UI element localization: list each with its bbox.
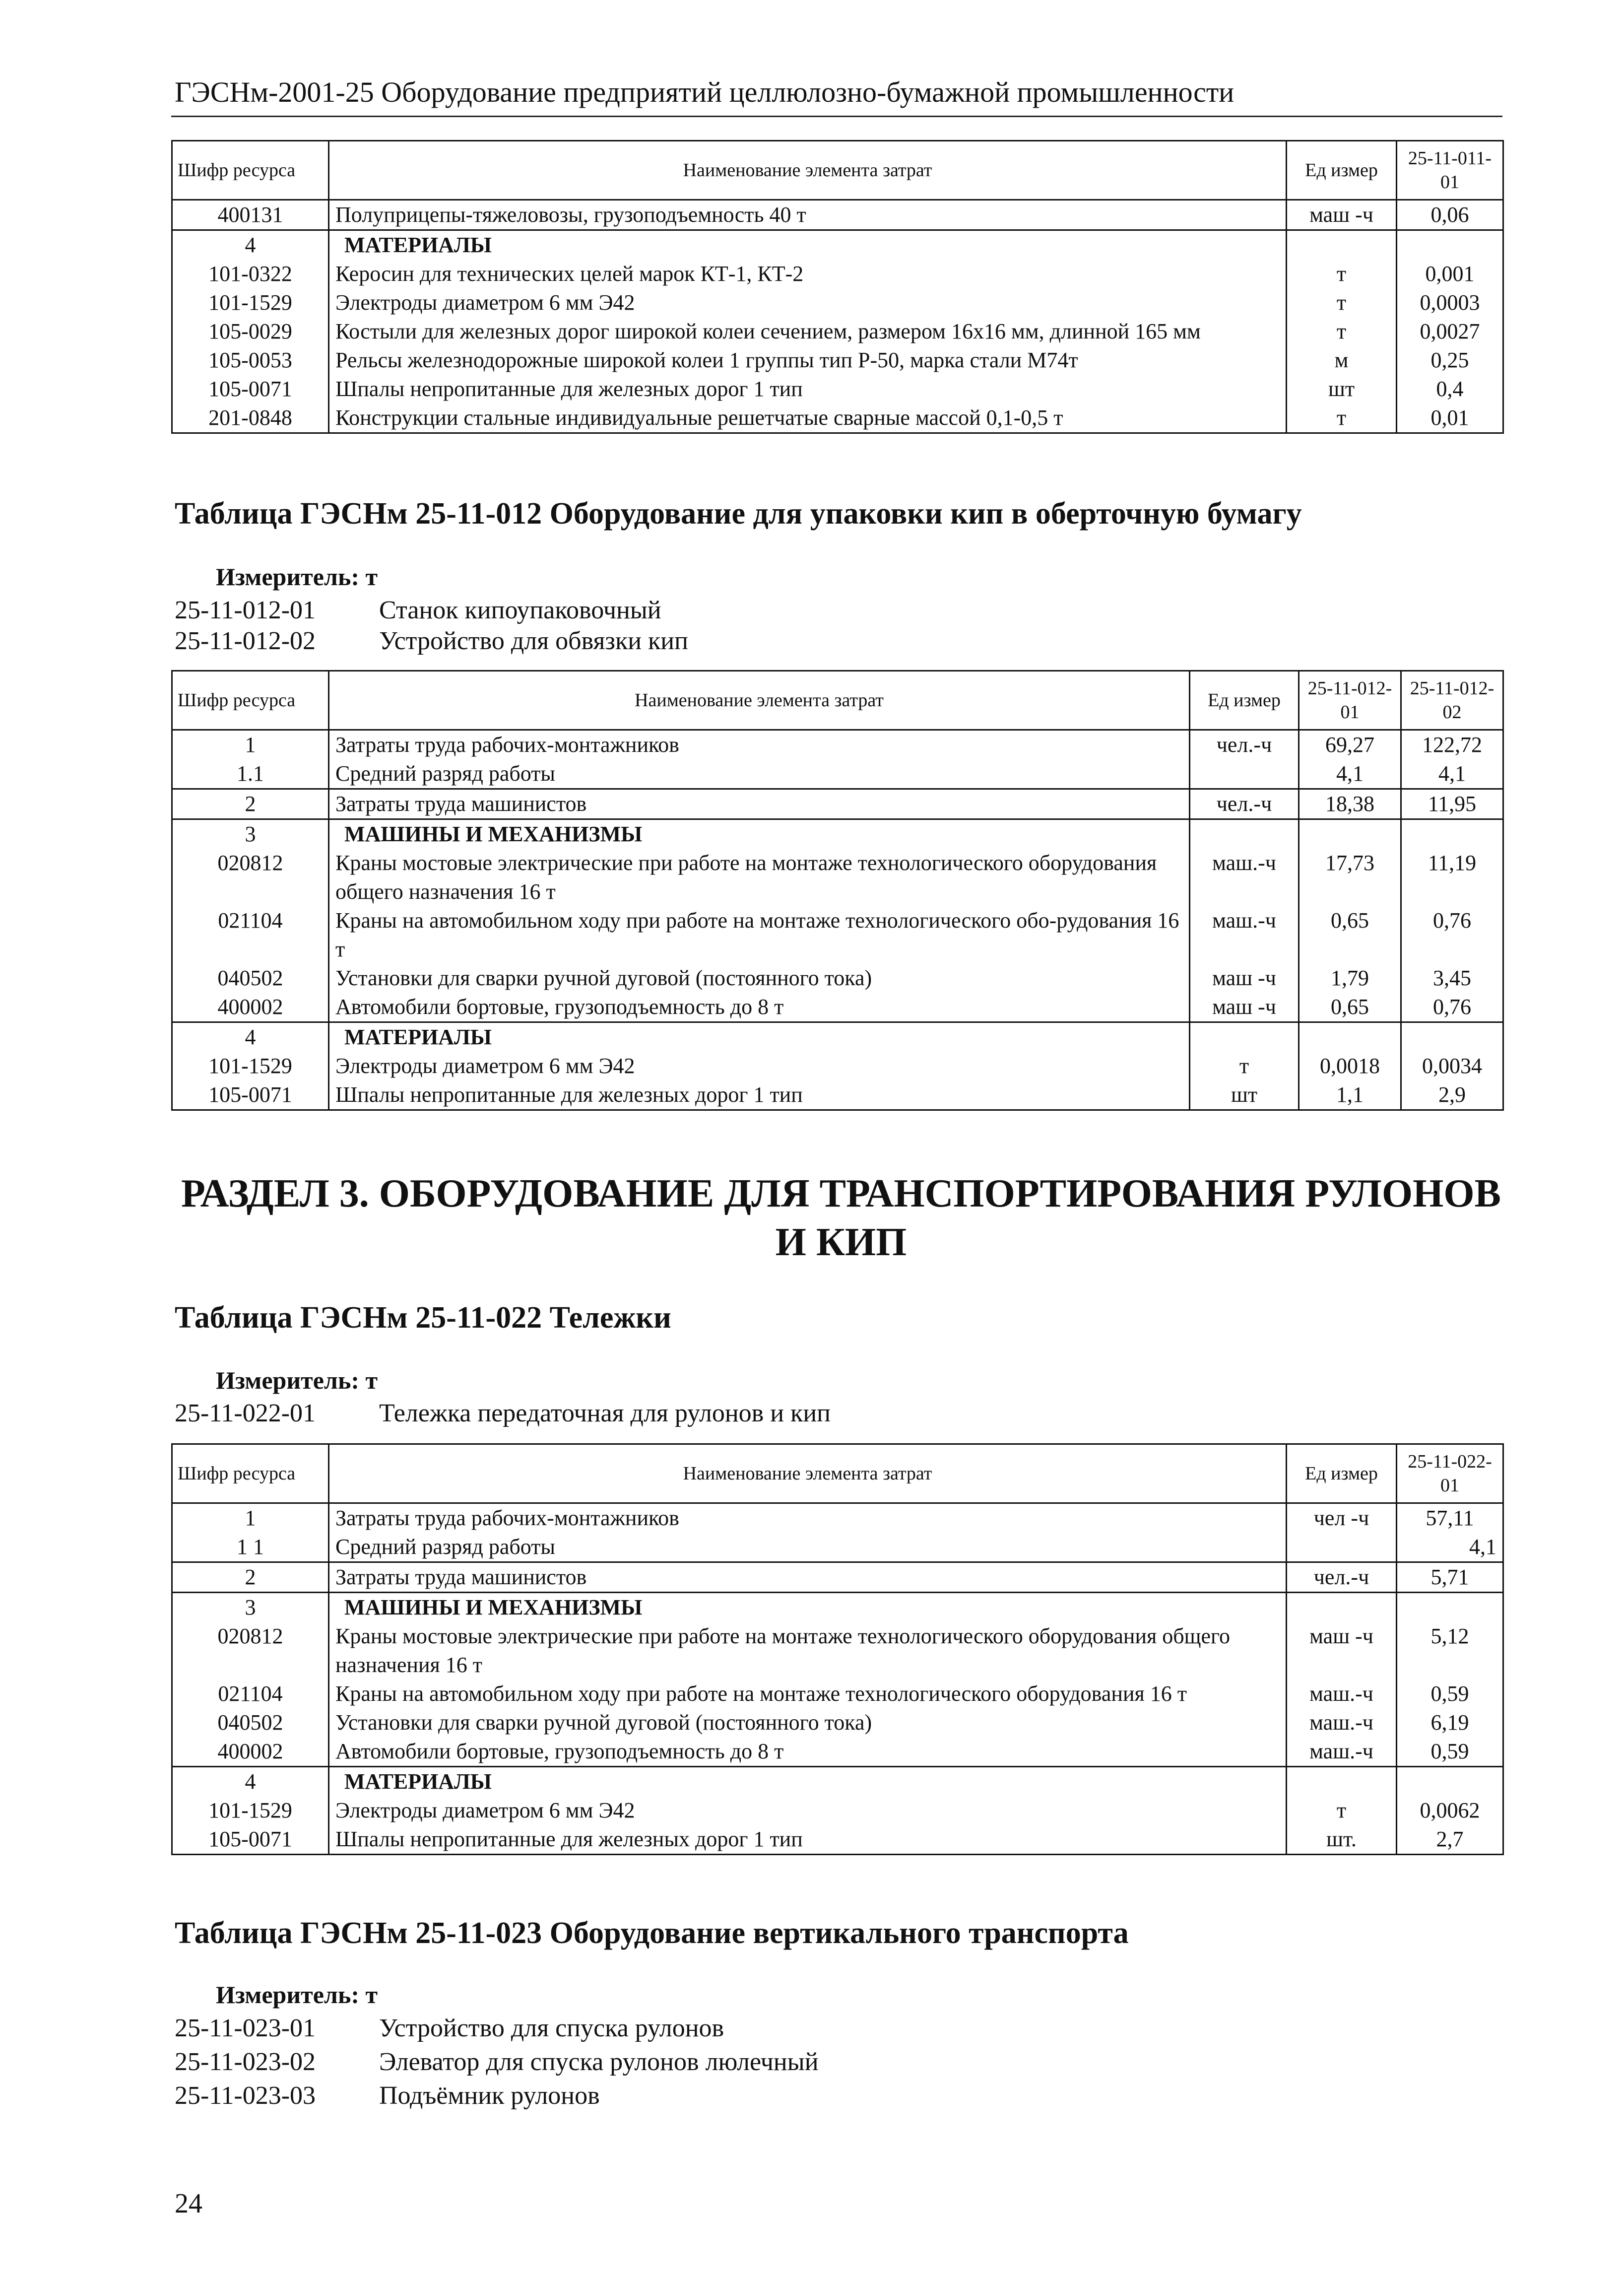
code: 25-11-022-01 — [175, 1399, 316, 1427]
col-value-header: 25-11-011-01 — [1397, 141, 1503, 200]
table-row: 101-1529 Электроды диаметром 6 мм Э42 т 0,0003 — [172, 288, 1503, 317]
code: 25-11-023-02 — [175, 2048, 316, 2076]
table-row: 400002 Автомобили бортовые, грузоподъемность до 8 т маш.-ч 0,59 — [172, 1737, 1503, 1767]
table-row: 020812 Краны мостовые электрические при работе на монтаже технологического оборудования общего назначения 16 т маш.-ч 17,73 11,19 — [172, 849, 1503, 906]
running-header: ГЭСНм-2001-25 Оборудование предприятий целлюлозно-бумажной промышленности — [175, 76, 1234, 108]
measure-line — [216, 1980, 378, 2009]
measure-label: Измеритель: — [216, 563, 360, 591]
table-row: 2 Затраты труда машинистов чел.-ч 5,71 — [172, 1562, 1503, 1593]
table-title-25-11-012: Таблица ГЭСНм 25-11-012 Оборудование для упаковки кип в оберточную бумагу — [175, 497, 1302, 531]
col-value-header: 25-11-012-01 — [1299, 671, 1401, 730]
table-row: 101-1529 Электроды диаметром 6 мм Э42 т 0,0062 — [172, 1796, 1503, 1825]
table-row: 105-0071 Шпалы непропитанные для железных дорог 1 тип шт. 2,7 — [172, 1825, 1503, 1855]
table-row: 040502 Установки для сварки ручной дуговой (постоянного тока) маш.-ч 6,19 — [172, 1708, 1503, 1737]
table-title-25-11-022: Таблица ГЭСНм 25-11-022 Тележки — [175, 1301, 671, 1335]
col-name-header: Наименование элемента затрат — [329, 141, 1287, 200]
table-row: 400131 Полуприцепы-тяжеловозы, грузоподъемность 40 т маш -ч 0,06 — [172, 200, 1503, 230]
section-title: РАЗДЕЛ 3. ОБОРУДОВАНИЕ ДЛЯ ТРАНСПОРТИРОВАНИЯ РУЛОНОВ И КИП — [181, 1172, 1501, 1264]
table-25-11-011 — [171, 140, 1504, 434]
table-row: 101-0322 Керосин для технических целей марок КТ-1, КТ-2 т 0,001 — [172, 260, 1503, 288]
table-row: 1.1 Средний разряд работы 4,1 4,1 — [172, 759, 1503, 789]
measure-unit: т — [365, 1981, 378, 2009]
table-row: 105-0071 Шпалы непропитанные для железных дорог 1 тип шт 1,1 2,9 — [172, 1080, 1503, 1110]
table-row: 1 1 Средний разряд работы 4,1 — [172, 1533, 1503, 1562]
code-desc: Станок кипоупаковочный — [379, 596, 661, 624]
table-row: 021104 Краны на автомобильном ходу при работе на монтаже технологического обо-рудования 16 т маш.-ч 0,65 0,76 — [172, 906, 1503, 964]
table-row: 020812 Краны мостовые электрические при работе на монтаже технологического оборудования общего назначения 16 т маш -ч 5,12 — [172, 1622, 1503, 1679]
table-group-row: 3 МАШИНЫ И МЕХАНИЗМЫ — [172, 1593, 1503, 1622]
col-value-header: 25-11-012-02 — [1401, 671, 1503, 730]
code: 25-11-023-03 — [175, 2082, 316, 2110]
table-row: 2 Затраты труда машинистов чел.-ч 18,38 11,95 — [172, 789, 1503, 819]
table-group-row: 4 МАТЕРИАЛЫ — [172, 1767, 1503, 1797]
table-header-row — [172, 141, 1503, 200]
col-code-header: Шифр ресурса — [172, 1444, 329, 1503]
code-desc: Элеватор для спуска рулонов люлечный — [379, 2048, 819, 2076]
col-value-header: 25-11-022-01 — [1397, 1444, 1503, 1503]
col-unit-header: Ед измер — [1287, 141, 1397, 200]
table-row: 201-0848 Конструкции стальные индивидуальные решетчатые сварные массой 0,1-0,5 т т 0,01 — [172, 403, 1503, 433]
measure-unit: т — [365, 563, 378, 591]
code: 25-11-012-02 — [175, 627, 316, 655]
code-desc: Тележка передаточная для рулонов и кип — [379, 1399, 831, 1427]
code-desc: Подъёмник рулонов — [379, 2082, 600, 2110]
table-row: 021104 Краны на автомобильном ходу при работе на монтаже технологического оборудования 16 т маш.-ч 0,59 — [172, 1679, 1503, 1708]
measure-unit: т — [365, 1366, 378, 1394]
table-group-row: 4 МАТЕРИАЛЫ — [172, 230, 1503, 260]
table-row: 1 Затраты труда рабочих-монтажников чел -ч 57,11 — [172, 1503, 1503, 1533]
table-row: 400002 Автомобили бортовые, грузоподъемность до 8 т маш -ч 0,65 0,76 — [172, 993, 1503, 1022]
measure-line — [216, 1366, 378, 1395]
col-unit-header: Ед измер — [1190, 671, 1299, 730]
table-header-row — [172, 671, 1503, 730]
table-25-11-012 — [171, 670, 1504, 1111]
code-desc: Устройство для обвязки кип — [379, 627, 688, 655]
code: 25-11-023-01 — [175, 2014, 316, 2042]
table-row: 040502 Установки для сварки ручной дуговой (постоянного тока) маш -ч 1,79 3,45 — [172, 964, 1503, 993]
table-row: 1 Затраты труда рабочих-монтажников чел.-ч 69,27 122,72 — [172, 730, 1503, 760]
header-rule — [171, 116, 1502, 117]
table-row: 105-0029 Костыли для железных дорог широкой колеи сечением, размером 16х16 мм, длинной 165 мм т 0,0027 — [172, 317, 1503, 346]
table-title-25-11-023: Таблица ГЭСНм 25-11-023 Оборудование вертикального транспорта — [175, 1916, 1129, 1950]
table-25-11-022 — [171, 1443, 1504, 1855]
col-name-header: Наименование элемента затрат — [329, 1444, 1287, 1503]
measure-line — [216, 562, 378, 591]
col-code-header: Шифр ресурса — [172, 141, 329, 200]
table-row: 105-0071 Шпалы непропитанные для железных дорог 1 тип шт 0,4 — [172, 375, 1503, 403]
page-number: 24 — [175, 2188, 202, 2219]
col-name-header: Наименование элемента затрат — [329, 671, 1190, 730]
table-group-row: 4 МАТЕРИАЛЫ — [172, 1022, 1503, 1052]
measure-label: Измеритель: — [216, 1366, 360, 1394]
code: 25-11-012-01 — [175, 596, 316, 624]
col-unit-header: Ед измер — [1287, 1444, 1397, 1503]
table-group-row: 3 МАШИНЫ И МЕХАНИЗМЫ — [172, 819, 1503, 849]
col-code-header: Шифр ресурса — [172, 671, 329, 730]
table-header-row — [172, 1444, 1503, 1503]
table-row: 105-0053 Рельсы железнодорожные широкой колеи 1 группы тип Р-50, марка стали М74т м 0,25 — [172, 346, 1503, 375]
measure-label: Измеритель: — [216, 1981, 360, 2009]
code-desc: Устройство для спуска рулонов — [379, 2014, 724, 2042]
table-row: 101-1529 Электроды диаметром 6 мм Э42 т 0,0018 0,0034 — [172, 1052, 1503, 1080]
